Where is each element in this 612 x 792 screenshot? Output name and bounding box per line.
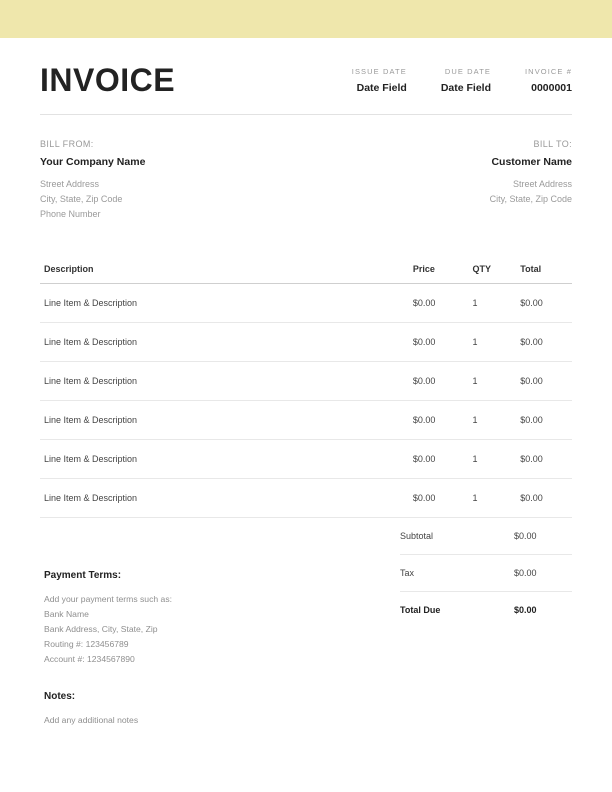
notes-title: Notes: [44, 691, 76, 702]
bill-to-label: BILL TO: [533, 139, 572, 149]
cell-total[interactable]: $0.00 [520, 284, 572, 323]
line-items-table [40, 264, 572, 518]
cell-price[interactable]: $0.00 [413, 362, 473, 401]
tax-value: $0.00 [514, 555, 572, 592]
bill-to-name[interactable]: Customer Name [491, 156, 572, 168]
issue-date-label: ISSUE DATE [351, 67, 407, 76]
cell-description[interactable]: Line Item & Description [40, 479, 413, 518]
due-date-block [441, 67, 491, 94]
cell-description[interactable]: Line Item & Description [40, 362, 413, 401]
invoice-number-block [525, 67, 572, 94]
cell-description[interactable]: Line Item & Description [40, 284, 413, 323]
invoice-number-label: INVOICE # [525, 67, 572, 76]
cell-price[interactable]: $0.00 [413, 440, 473, 479]
cell-description[interactable]: Line Item & Description [40, 401, 413, 440]
cell-total[interactable]: $0.00 [520, 440, 572, 479]
table-row[interactable] [40, 362, 572, 401]
cell-qty[interactable]: 1 [473, 440, 521, 479]
bill-from-street[interactable]: Street Address [40, 179, 100, 189]
subtotal-value: $0.00 [514, 518, 572, 555]
bill-to-street[interactable]: Street Address [512, 179, 572, 189]
cell-qty[interactable]: 1 [473, 323, 521, 362]
table-header-row [40, 264, 572, 284]
cell-total[interactable]: $0.00 [520, 323, 572, 362]
cell-total[interactable]: $0.00 [520, 401, 572, 440]
cell-description[interactable]: Line Item & Description [40, 440, 413, 479]
table-row[interactable] [40, 323, 572, 362]
bill-to-block [490, 139, 572, 222]
tax-row [400, 555, 572, 592]
subtotal-row [400, 518, 572, 555]
bill-from-city[interactable]: City, State, Zip Code [40, 194, 123, 204]
header-meta-group [352, 67, 572, 96]
invoice-number-value[interactable]: 0000001 [531, 82, 572, 94]
bill-from-name[interactable]: Your Company Name [40, 156, 146, 168]
parties-section [40, 115, 572, 222]
table-row[interactable] [40, 401, 572, 440]
due-date-label: DUE DATE [444, 67, 491, 76]
cell-price[interactable]: $0.00 [413, 323, 473, 362]
invoice-header [40, 38, 572, 115]
invoice-content [0, 38, 612, 725]
payment-terms-line[interactable]: Bank Address, City, State, Zip [44, 624, 158, 634]
due-date-value[interactable]: Date Field [440, 82, 491, 94]
bill-from-phone[interactable]: Phone Number [40, 209, 101, 219]
table-row[interactable] [40, 440, 572, 479]
cell-price[interactable]: $0.00 [413, 284, 473, 323]
payment-terms-line[interactable]: Account #: 1234567890 [44, 654, 135, 664]
page-title: INVOICE [40, 62, 176, 98]
cell-qty[interactable]: 1 [473, 479, 521, 518]
total-due-row [400, 592, 572, 629]
column-header-total: Total [520, 264, 572, 284]
subtotal-label: Subtotal [400, 518, 514, 555]
payment-terms-line[interactable]: Add your payment terms such as: [44, 594, 173, 604]
total-due-label: Total Due [400, 605, 441, 615]
payment-terms-line[interactable]: Routing #: 123456789 [44, 639, 129, 649]
column-header-qty: QTY [473, 264, 521, 284]
cell-price[interactable]: $0.00 [413, 479, 473, 518]
notes-line[interactable]: Add any additional notes [44, 715, 139, 725]
lower-section [40, 518, 572, 725]
cell-qty[interactable]: 1 [473, 362, 521, 401]
bill-from-label: BILL FROM: [40, 139, 94, 149]
issue-date-block [352, 67, 407, 94]
cell-qty[interactable]: 1 [473, 284, 521, 323]
tax-label: Tax [400, 555, 514, 592]
totals-table [400, 518, 572, 628]
cell-description[interactable]: Line Item & Description [40, 323, 413, 362]
bill-from-block [40, 139, 145, 222]
column-header-description: Description [40, 264, 413, 284]
bill-to-city[interactable]: City, State, Zip Code [489, 194, 572, 204]
top-accent-band [0, 0, 612, 38]
cell-qty[interactable]: 1 [473, 401, 521, 440]
table-row[interactable] [40, 284, 572, 323]
issue-date-value[interactable]: Date Field [356, 82, 407, 94]
cell-total[interactable]: $0.00 [520, 362, 572, 401]
cell-price[interactable]: $0.00 [413, 401, 473, 440]
total-due-value: $0.00 [514, 605, 537, 615]
cell-total[interactable]: $0.00 [520, 479, 572, 518]
table-row[interactable] [40, 479, 572, 518]
payment-terms-title: Payment Terms: [44, 570, 122, 581]
payment-terms-block [44, 570, 374, 728]
column-header-price: Price [413, 264, 473, 284]
payment-terms-line[interactable]: Bank Name [44, 609, 89, 619]
line-items-body [40, 284, 572, 518]
line-items-header [40, 264, 572, 284]
